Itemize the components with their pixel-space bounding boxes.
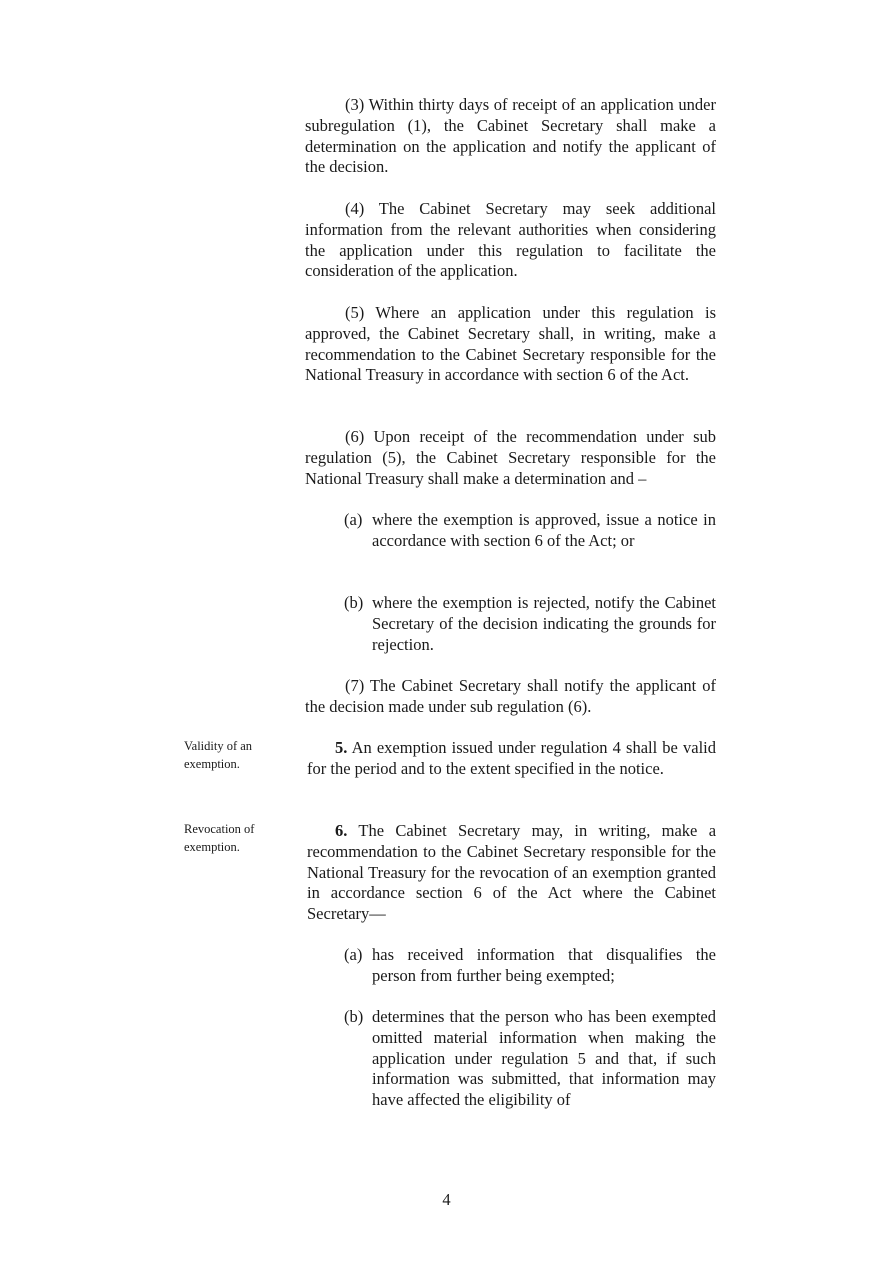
paragraph-6: (6) Upon receipt of the recommendation under sub regulation (5), the Cabinet Secretary responsible for the National Treasury shall make a determination and – bbox=[305, 427, 716, 488]
item-label: (b) bbox=[344, 593, 364, 612]
item-text: where the exemption is rejected, notify the Cabinet Secretary of the decision indicating the grounds for rejection. bbox=[372, 593, 716, 654]
item-label: (a) bbox=[344, 510, 363, 529]
paragraph-3: (3) Within thirty days of receipt of an application under subregulation (1), the Cabinet Secretary shall make a determination on the application and notify the applicant of the decision. bbox=[305, 95, 716, 177]
item-text: has received information that disqualifies the person from further being exempted; bbox=[372, 945, 716, 985]
section-6 bbox=[307, 821, 716, 925]
section-5 bbox=[307, 738, 716, 780]
item-label: (a) bbox=[344, 945, 363, 964]
paragraph-5: (5) Where an application under this regulation is approved, the Cabinet Secretary shall, in writing, make a recommendation to the Cabinet Secretary responsible for the National Treasury in accordance with section 6 of the Act. bbox=[305, 303, 716, 385]
margin-note-revocation: Revocation of exemption. bbox=[184, 822, 255, 854]
margin-note-validity: Validity of an exemption. bbox=[184, 739, 253, 771]
section-text: An exemption issued under regulation 4 shall be valid for the period and to the extent specified in the notice. bbox=[307, 738, 716, 778]
section-number: 5. bbox=[335, 738, 348, 757]
paragraph-6-item-b bbox=[344, 593, 716, 655]
page-number: 4 bbox=[442, 1190, 451, 1209]
paragraph-4: (4) The Cabinet Secretary may seek additional information from the relevant authorities when considering the application under this regulation to facilitate the consideration of the application. bbox=[305, 199, 716, 281]
section-6-item-a bbox=[344, 945, 716, 987]
section-number: 6. bbox=[335, 821, 348, 840]
section-text: The Cabinet Secretary may, in writing, make a recommendation to the Cabinet Secretary responsible for the National Treasury for the revocation of an exemption granted in accordance section 6 of the Act where the Cabinet Secretary— bbox=[307, 821, 717, 924]
item-label: (b) bbox=[344, 1007, 364, 1026]
paragraph-7: (7) The Cabinet Secretary shall notify the applicant of the decision made under sub regulation (6). bbox=[305, 676, 716, 716]
item-text: determines that the person who has been exempted omitted material information when making the application under regulation 5 and that, if such information was submitted, that information may have affected the eligibility of bbox=[372, 1007, 716, 1110]
item-text: where the exemption is approved, issue a notice in accordance with section 6 of the Act; or bbox=[372, 510, 716, 550]
paragraph-6-item-a bbox=[344, 510, 716, 552]
section-6-item-b bbox=[344, 1007, 716, 1111]
